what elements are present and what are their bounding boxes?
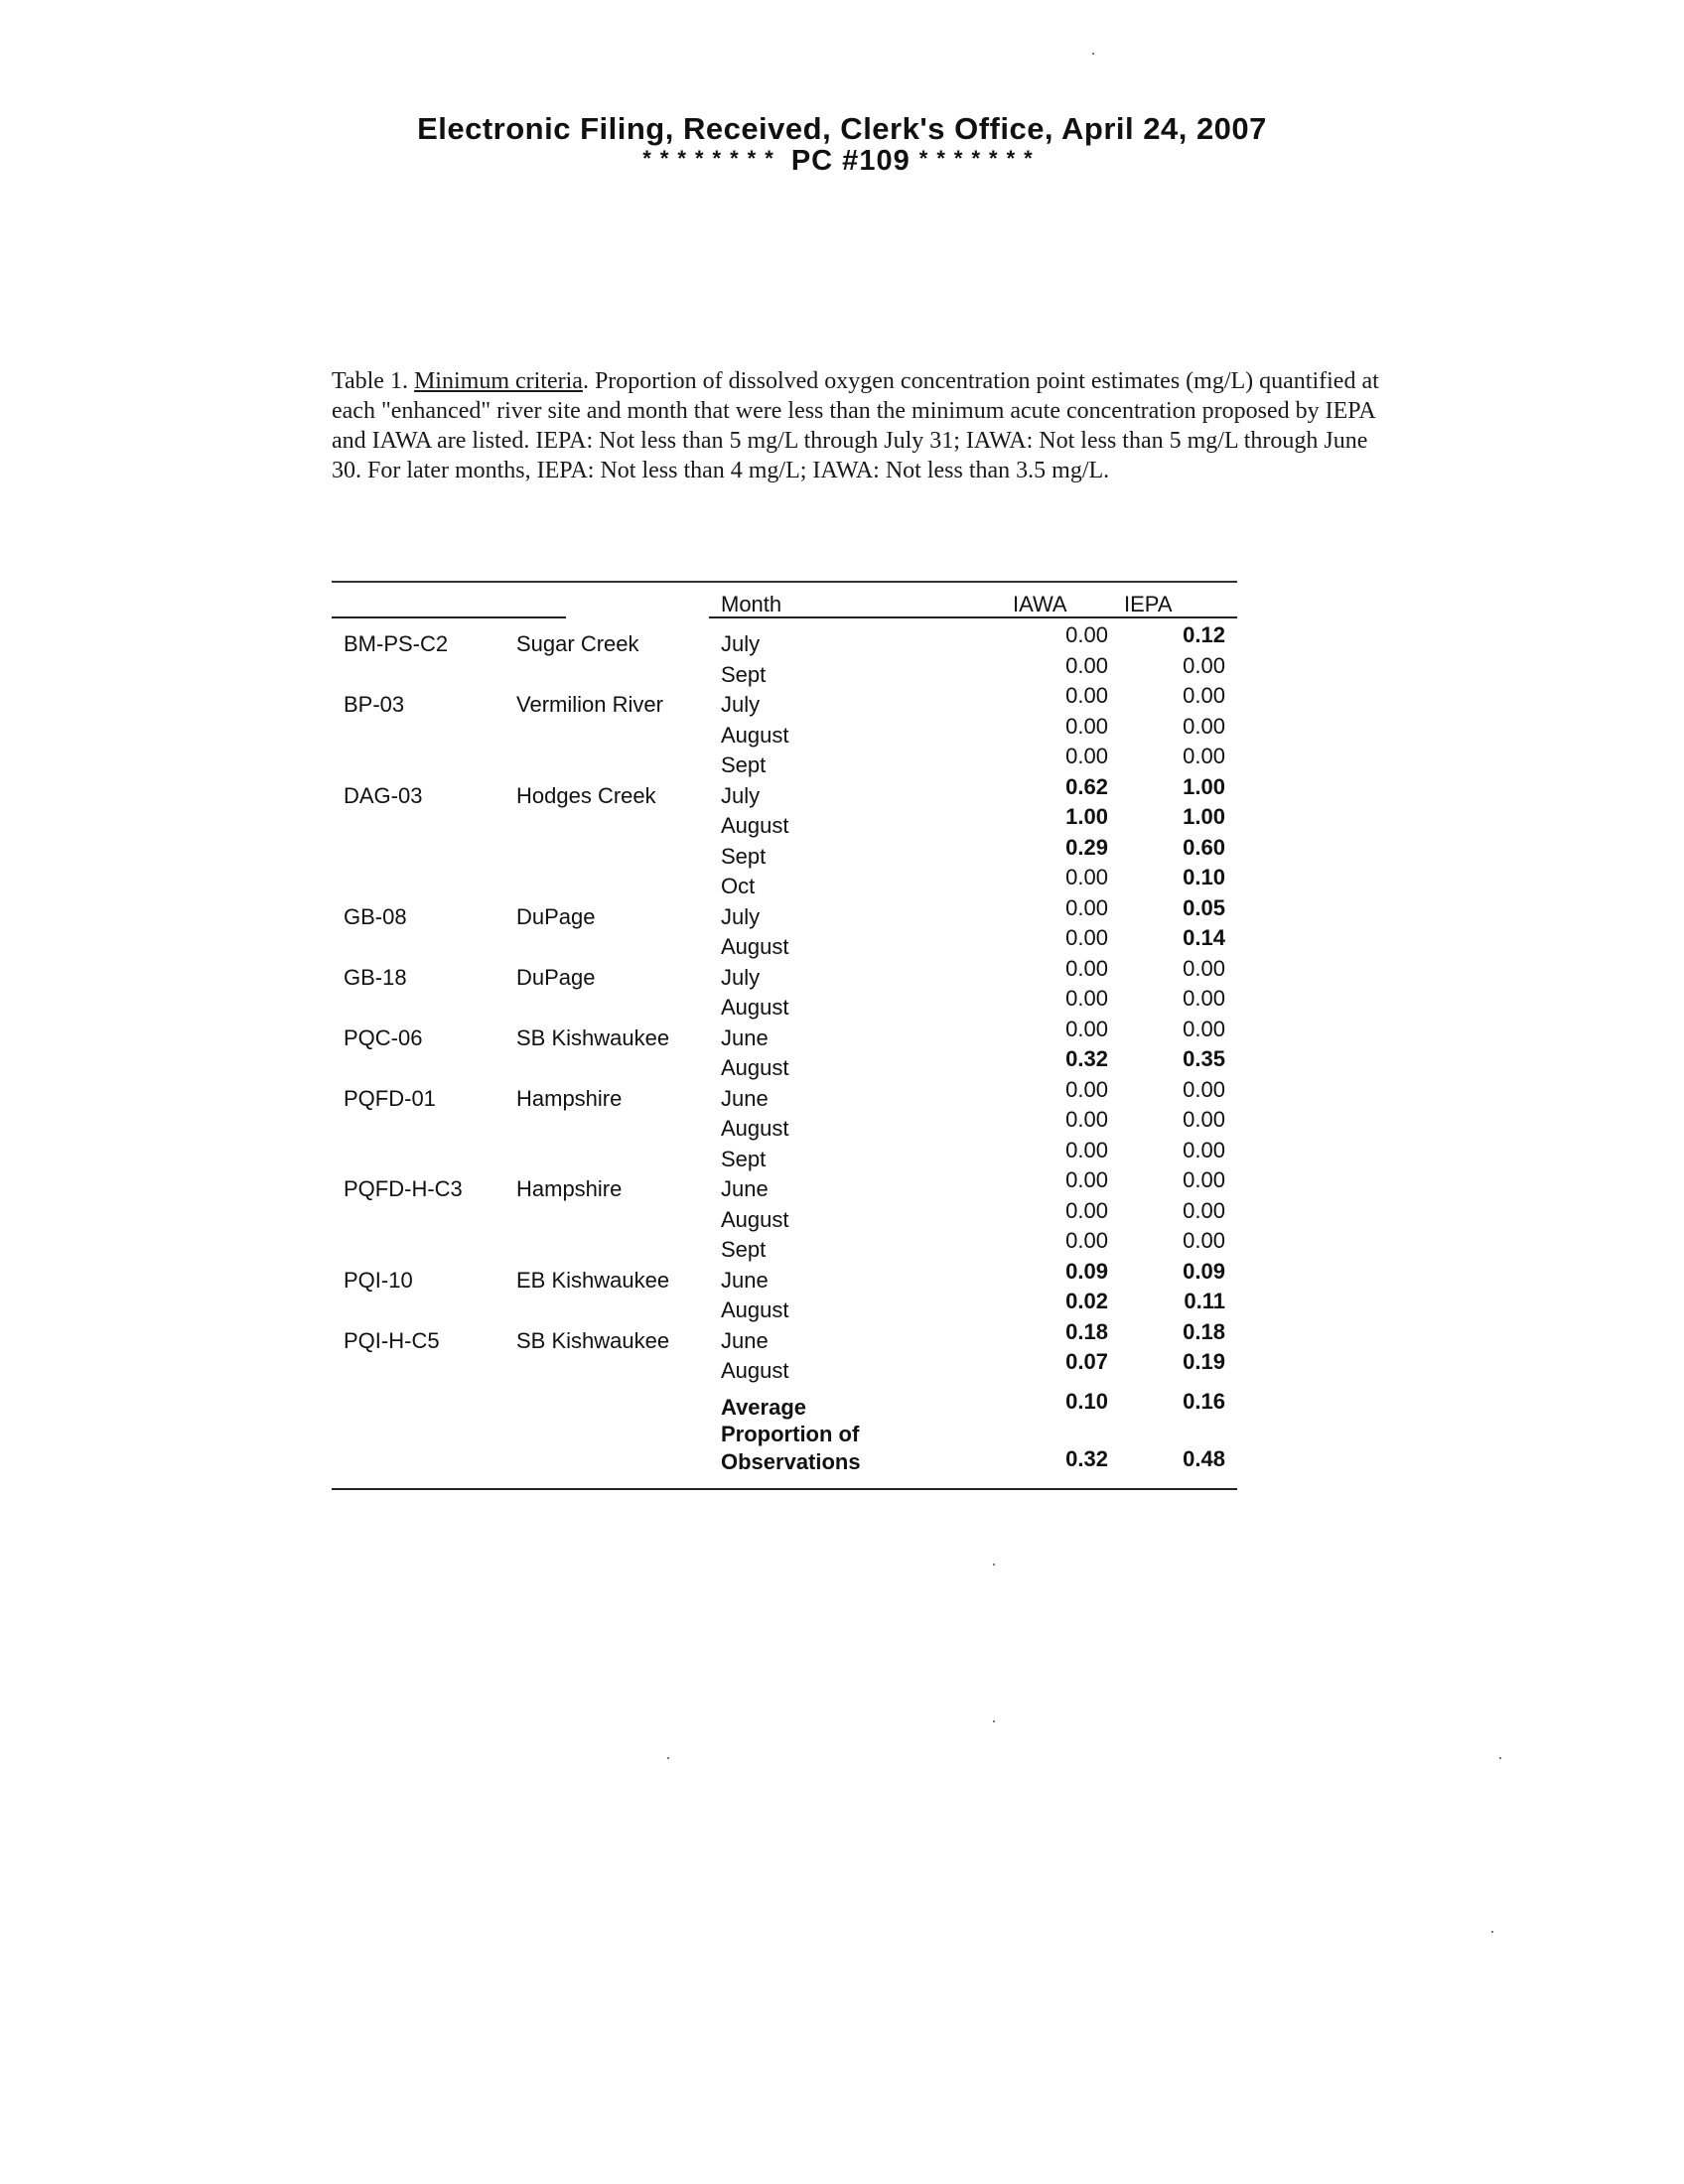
table-row (332, 773, 1237, 808)
iawa-value-cell: 0.00 (1065, 925, 1108, 950)
table-row (332, 683, 1237, 717)
table-row (332, 1228, 1237, 1262)
iawa-value-cell: 0.00 (1065, 1016, 1108, 1041)
iepa-value-cell: 0.11 (1184, 1289, 1225, 1313)
river-cell: SB Kishwaukee (516, 1327, 670, 1353)
header-rule-right (709, 616, 1237, 618)
header-month: Month (721, 592, 782, 616)
month-cell: Sept (721, 1237, 767, 1262)
iawa-value-cell: 0.02 (1065, 1289, 1108, 1313)
month-cell: July (721, 782, 761, 808)
iepa-value-cell: 0.00 (1183, 1076, 1225, 1102)
table-row (332, 1076, 1237, 1111)
iepa-value-cell: 0.00 (1183, 744, 1225, 768)
month-cell: August (721, 1116, 789, 1141)
iawa-value-cell: 0.00 (1065, 1137, 1108, 1162)
iawa-value-cell: 0.29 (1065, 834, 1108, 860)
table-top-rule (332, 581, 1237, 583)
site-cell: PQI-H-C5 (344, 1327, 440, 1353)
table-row (332, 1318, 1237, 1353)
month-cell: June (721, 1267, 769, 1293)
table-row (332, 1349, 1237, 1383)
stars-right: ******* (918, 146, 1042, 171)
month-cell: August (721, 1297, 789, 1322)
iepa-value-cell: 0.00 (1183, 1107, 1225, 1132)
table-row (332, 1137, 1237, 1171)
table-row (332, 622, 1237, 656)
scan-speck (1092, 53, 1094, 55)
iawa-value-cell: 0.00 (1065, 1076, 1108, 1102)
table-row (332, 1258, 1237, 1293)
iawa-value-cell: 0.18 (1065, 1318, 1108, 1344)
scan-speck (1499, 1757, 1501, 1759)
scan-speck (667, 1757, 669, 1759)
table-row (332, 713, 1237, 748)
iawa-value-cell: 0.00 (1065, 986, 1108, 1011)
pc-number: PC #109 (790, 145, 911, 177)
iawa-value-cell: 0.00 (1065, 1107, 1108, 1132)
month-cell: Sept (721, 752, 767, 777)
month-cell: August (721, 1358, 789, 1383)
table-row (332, 834, 1237, 869)
iawa-value-cell: 0.07 (1065, 1349, 1108, 1374)
month-cell: Sept (721, 661, 767, 687)
iawa-value-cell: 0.00 (1065, 683, 1108, 708)
river-cell: EB Kishwaukee (516, 1267, 670, 1293)
proportion-iawa: 0.32 (1065, 1446, 1108, 1471)
table-caption (332, 366, 1384, 485)
month-cell: June (721, 1085, 769, 1111)
table-row (332, 986, 1237, 1020)
river-cell: SB Kishwaukee (516, 1024, 670, 1050)
iepa-value-cell: 0.00 (1183, 713, 1225, 739)
site-cell: BM-PS-C2 (344, 631, 449, 656)
iepa-value-cell: 0.00 (1183, 986, 1225, 1011)
river-cell: Vermilion River (516, 692, 663, 717)
table-row (332, 1289, 1237, 1322)
iepa-value-cell: 0.35 (1183, 1046, 1225, 1071)
river-cell: DuPage (516, 903, 596, 929)
iawa-value-cell: 0.00 (1065, 894, 1108, 920)
iawa-value-cell: 0.32 (1065, 1046, 1108, 1071)
site-cell: PQFD-01 (344, 1085, 436, 1111)
month-cell: August (721, 995, 789, 1020)
month-cell: Oct (721, 874, 756, 898)
scan-speck (1491, 1931, 1493, 1933)
table-row (332, 955, 1237, 990)
iepa-value-cell: 0.00 (1183, 683, 1225, 708)
month-cell: June (721, 1024, 769, 1050)
iawa-value-cell: 0.00 (1065, 865, 1108, 889)
scan-speck (993, 1720, 995, 1722)
caption-table-label: Table 1. (332, 368, 414, 394)
iawa-value-cell: 0.62 (1065, 773, 1108, 799)
month-cell: August (721, 813, 789, 838)
proportion-label-line2: Observations (721, 1449, 861, 1474)
iawa-value-cell: 0.00 (1065, 1197, 1108, 1223)
iepa-value-cell: 0.00 (1183, 955, 1225, 981)
pc-number-line (0, 145, 1684, 178)
table-row (332, 925, 1237, 959)
site-cell: PQI-10 (344, 1267, 413, 1293)
river-cell: DuPage (516, 964, 596, 990)
iawa-value-cell: 0.00 (1065, 713, 1108, 739)
iepa-value-cell: 1.00 (1183, 804, 1225, 829)
iepa-value-cell: 1.00 (1183, 773, 1225, 799)
iepa-value-cell: 0.10 (1183, 865, 1225, 889)
month-cell: July (721, 903, 761, 929)
table-row (332, 652, 1237, 687)
iawa-value-cell: 0.00 (1065, 1167, 1108, 1192)
header-iawa: IAWA (1013, 592, 1067, 616)
river-cell: Hodges Creek (516, 782, 656, 808)
iepa-value-cell: 0.18 (1183, 1318, 1225, 1344)
month-cell: August (721, 934, 789, 959)
iepa-value-cell: 0.12 (1183, 622, 1225, 647)
month-cell: June (721, 1327, 769, 1353)
month-cell: June (721, 1176, 769, 1201)
table-row (332, 1016, 1237, 1050)
iawa-value-cell: 1.00 (1065, 804, 1108, 829)
iepa-value-cell: 0.19 (1183, 1349, 1225, 1374)
table-row (332, 1197, 1237, 1232)
site-cell: GB-08 (344, 903, 407, 929)
month-cell: July (721, 631, 761, 656)
month-cell: Sept (721, 843, 767, 869)
table-body (332, 622, 1237, 1383)
river-cell: Sugar Creek (516, 631, 639, 656)
proportion-iepa: 0.48 (1183, 1446, 1225, 1471)
scan-speck (993, 1564, 995, 1566)
stars-left: ******** (642, 146, 782, 171)
average-label: Average (721, 1395, 807, 1420)
filing-header: Electronic Filing, Received, Clerk's Office, April 24, 2007 (417, 111, 1267, 146)
table-row (332, 865, 1237, 898)
table-bottom-rule (332, 1488, 1237, 1490)
iepa-value-cell: 0.00 (1183, 1228, 1225, 1253)
average-iepa: 0.16 (1183, 1389, 1225, 1414)
iepa-value-cell: 0.60 (1183, 834, 1225, 860)
iawa-value-cell: 0.00 (1065, 652, 1108, 678)
table-row (332, 744, 1237, 777)
river-cell: Hampshire (516, 1176, 623, 1201)
iepa-value-cell: 0.00 (1183, 1016, 1225, 1041)
iepa-value-cell: 0.00 (1183, 1197, 1225, 1223)
table-row (332, 804, 1237, 838)
iepa-value-cell: 0.09 (1183, 1258, 1225, 1284)
table-row (332, 894, 1237, 929)
iepa-value-cell: 0.00 (1183, 1167, 1225, 1192)
month-cell: August (721, 1206, 789, 1232)
month-cell: July (721, 692, 761, 717)
iepa-value-cell: 0.05 (1183, 894, 1225, 920)
iawa-value-cell: 0.09 (1065, 1258, 1108, 1284)
river-cell: Hampshire (516, 1085, 623, 1111)
site-cell: PQC-06 (344, 1024, 423, 1050)
site-cell: GB-18 (344, 964, 407, 990)
site-cell: BP-03 (344, 692, 405, 717)
iawa-value-cell: 0.00 (1065, 955, 1108, 981)
site-cell: DAG-03 (344, 782, 423, 808)
proportion-label-line1: Proportion of (721, 1422, 860, 1446)
table-row (332, 1046, 1237, 1080)
iepa-value-cell: 0.00 (1183, 1137, 1225, 1162)
iawa-value-cell: 0.00 (1065, 744, 1108, 768)
month-cell: August (721, 1055, 789, 1080)
iepa-value-cell: 0.14 (1183, 925, 1225, 950)
month-cell: July (721, 964, 761, 990)
iawa-value-cell: 0.00 (1065, 622, 1108, 647)
month-cell: Sept (721, 1146, 767, 1171)
header-rule-left (332, 616, 566, 618)
month-cell: August (721, 722, 789, 748)
table-row (332, 1107, 1237, 1141)
iepa-value-cell: 0.00 (1183, 652, 1225, 678)
site-cell: PQFD-H-C3 (344, 1176, 463, 1201)
header-iepa: IEPA (1124, 592, 1173, 616)
average-iawa: 0.10 (1065, 1389, 1108, 1414)
table-row (332, 1167, 1237, 1201)
caption-body: . Proportion of dissolved oxygen concentration point estimates (mg/L) quantified at each "enhanced" river site and month that were less than the minimum acute concentration proposed by IEPA and IAWA are listed. IEPA: Not less than 5 mg/L through July 31; IAWA: Not less than 5 mg/L through June 30. For later months, IEPA: Not less than 4 mg/L; IAWA: Not less than 3.5 mg/L. (332, 368, 1379, 483)
caption-title: Minimum criteria (413, 368, 583, 394)
iawa-value-cell: 0.00 (1065, 1228, 1108, 1253)
